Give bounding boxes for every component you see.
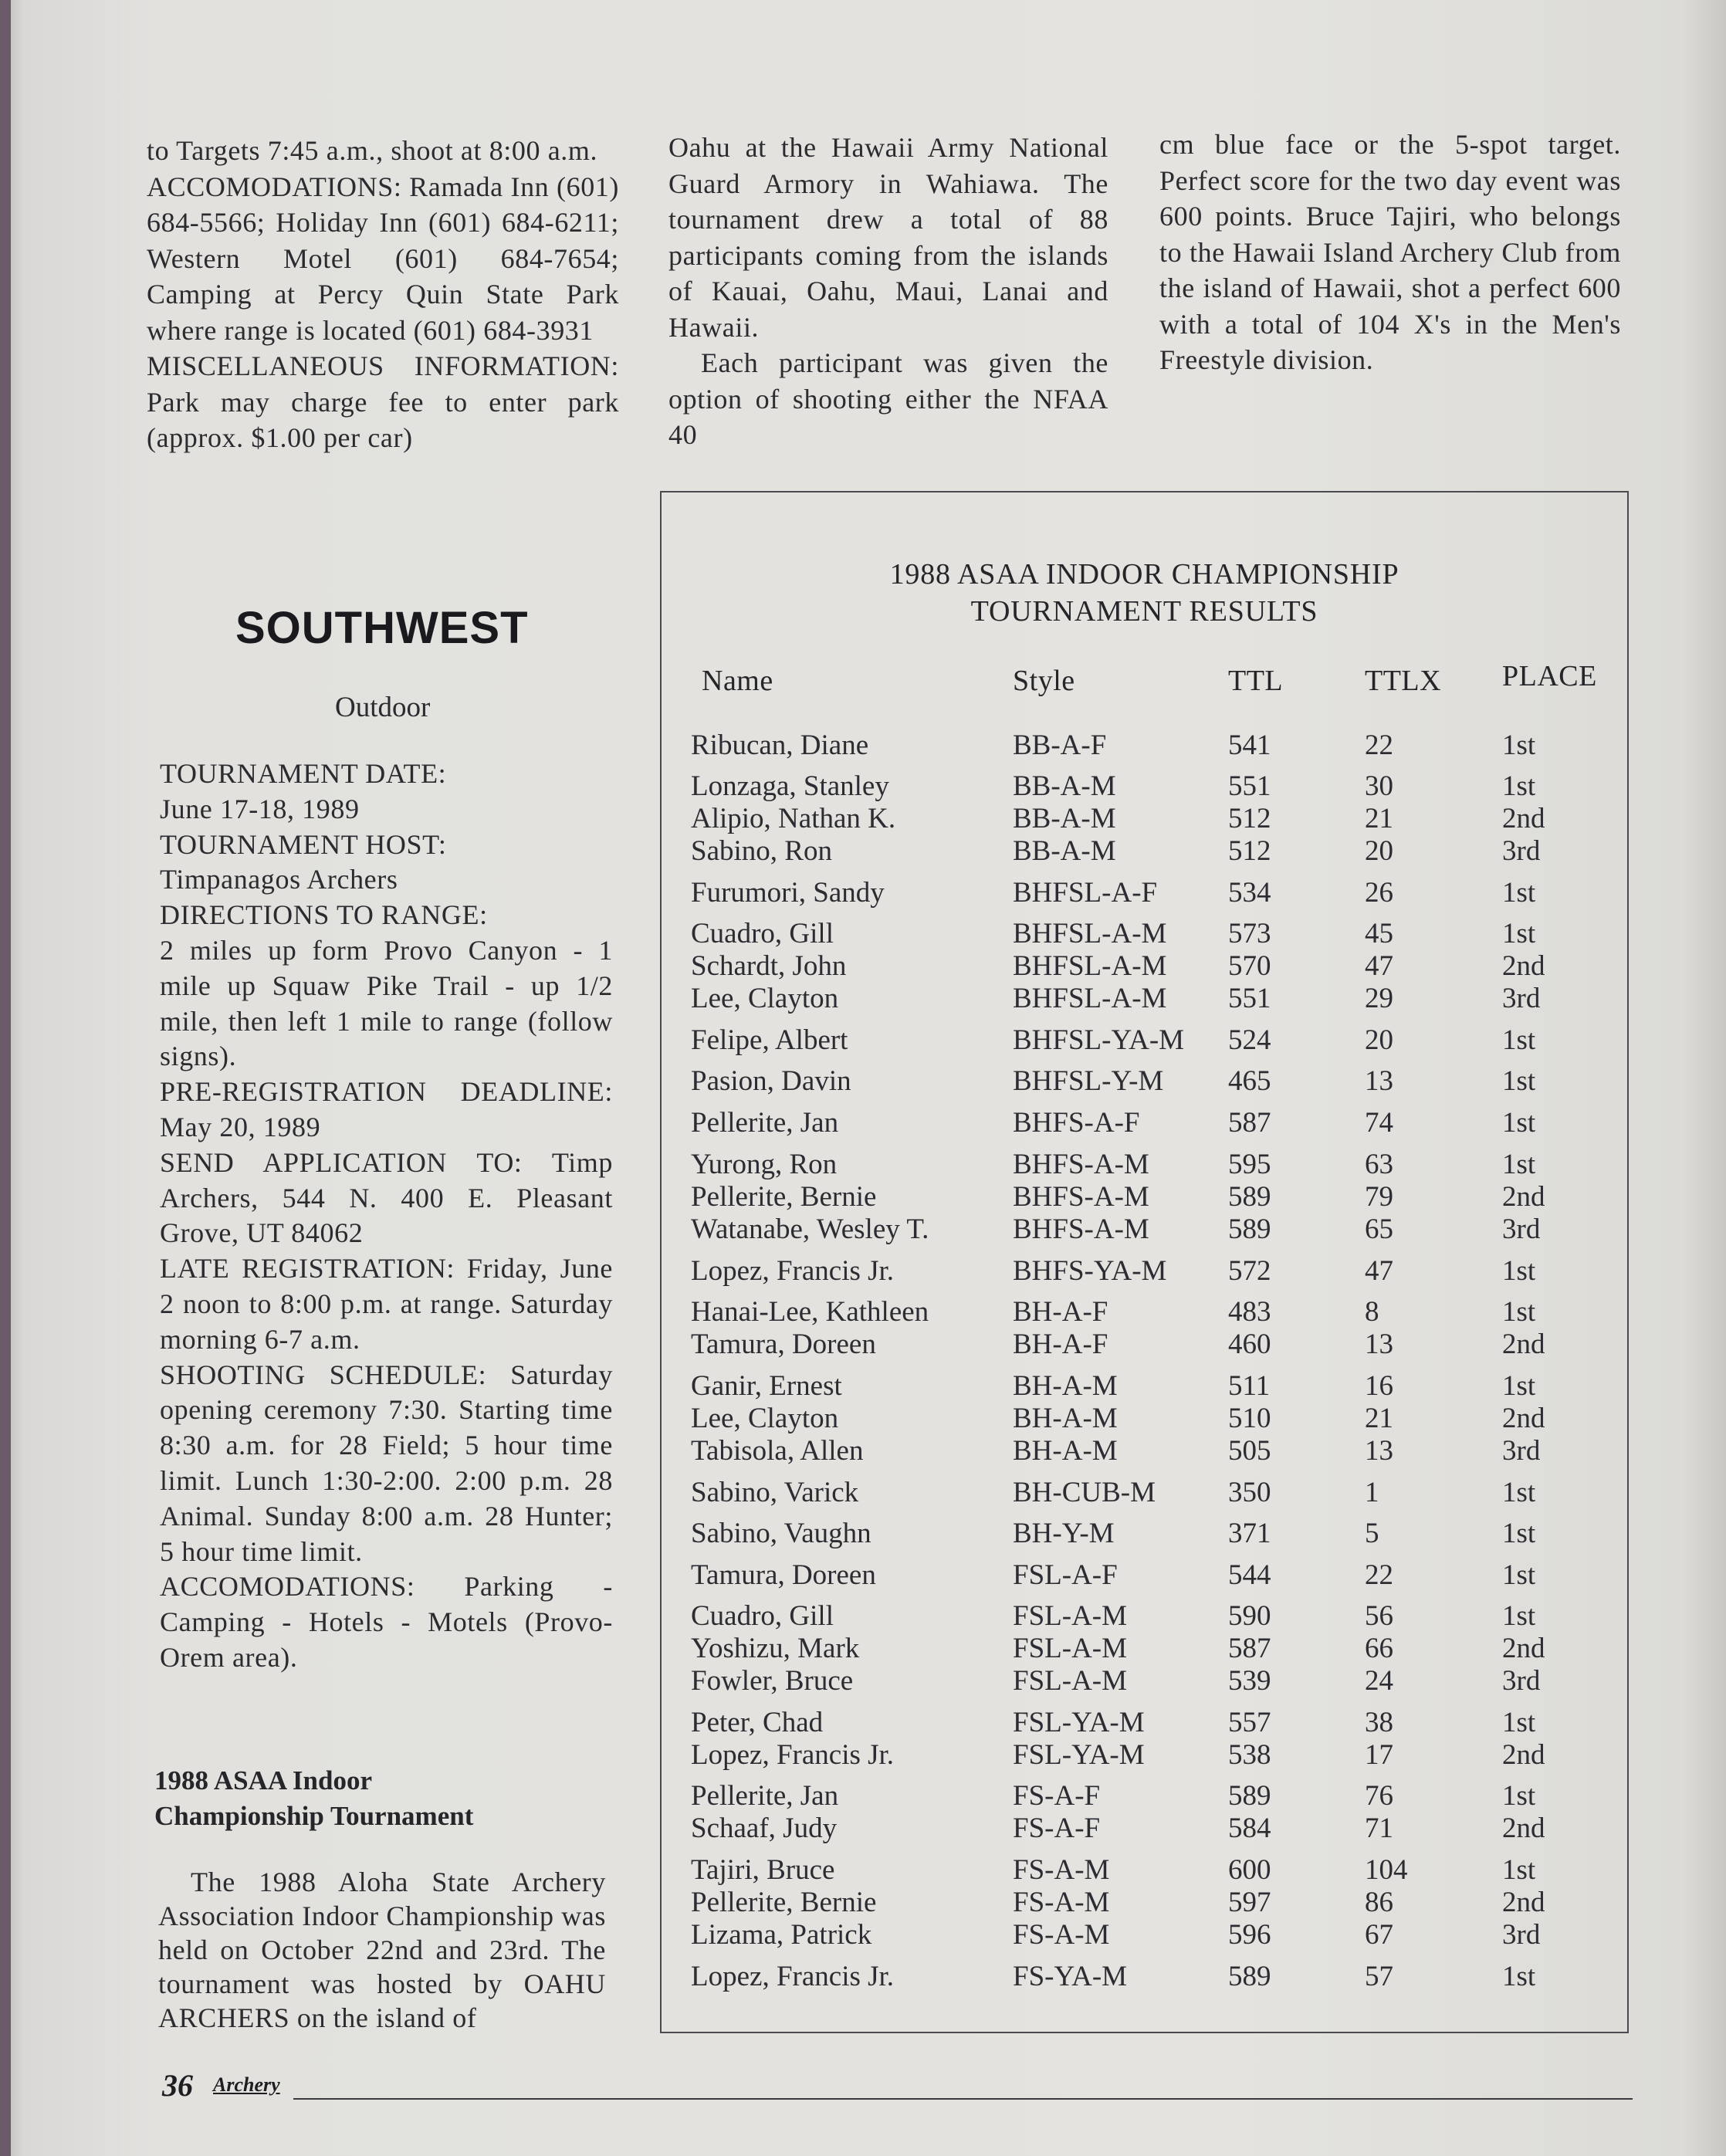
result-name: Sabino, Ron (691, 835, 832, 867)
result-ttlx: 13 (1365, 1065, 1393, 1097)
result-ttlx: 22 (1365, 1559, 1393, 1591)
paragraph: LATE REGISTRATION: Friday, June 2 noon to 8:00 p.m. at range. Saturday morning 6-7 a.m. (160, 1253, 613, 1355)
column-header-name: Name (702, 665, 773, 697)
result-ttlx: 5 (1365, 1518, 1379, 1549)
result-place: 2nd (1502, 1633, 1545, 1664)
result-name: Lopez, Francis Jr. (691, 1961, 895, 1992)
result-name: Yoshizu, Mark (691, 1633, 860, 1664)
result-style: BB-A-M (1013, 803, 1116, 834)
column-header-place: PLACE (1502, 660, 1597, 692)
result-style: BH-Y-M (1013, 1518, 1115, 1549)
result-name: Schardt, John (691, 950, 847, 982)
result-ttl: 589 (1228, 1780, 1271, 1812)
paragraph: ACCOMODATIONS: Parking - Camping - Hotels - Motels (Provo-Orem area). (160, 1571, 613, 1673)
result-ttl: 572 (1228, 1255, 1271, 1287)
result-ttl: 483 (1228, 1296, 1271, 1328)
result-name: Furumori, Sandy (691, 877, 885, 909)
result-ttlx: 63 (1365, 1149, 1393, 1180)
footer-rule (293, 2098, 1633, 2100)
result-style: BHFS-A-M (1013, 1213, 1149, 1245)
results-table-box (660, 491, 1629, 2033)
result-ttlx: 67 (1365, 1919, 1393, 1951)
result-style: BH-A-M (1013, 1403, 1118, 1434)
result-name: Pellerite, Jan (691, 1780, 839, 1812)
result-name: Cuadro, Gill (691, 1600, 834, 1632)
result-place: 1st (1502, 1107, 1536, 1139)
result-ttl: 589 (1228, 1213, 1271, 1245)
article-heading-line: Championship Tournament (154, 1801, 474, 1831)
result-ttlx: 26 (1365, 877, 1393, 909)
result-name: Pellerite, Jan (691, 1107, 839, 1139)
result-name: Tabisola, Allen (691, 1435, 864, 1467)
result-ttlx: 20 (1365, 835, 1393, 867)
result-ttl: 597 (1228, 1887, 1271, 1918)
result-style: FS-A-M (1013, 1854, 1110, 1886)
result-ttl: 584 (1228, 1812, 1271, 1844)
result-name: Lopez, Francis Jr. (691, 1739, 895, 1771)
magazine-name: Archery (213, 2073, 280, 2096)
result-place: 3rd (1502, 983, 1541, 1014)
result-ttl: 544 (1228, 1559, 1271, 1591)
result-name: Lee, Clayton (691, 1403, 839, 1434)
result-name: Pellerite, Bernie (691, 1887, 877, 1918)
paragraph: to Targets 7:45 a.m., shoot at 8:00 a.m. (147, 135, 598, 166)
page-number: 36 (162, 2068, 193, 2103)
paragraph: PRE-REGISTRATION DEADLINE: May 20, 1989 (160, 1076, 613, 1142)
result-place: 2nd (1502, 1739, 1545, 1771)
paragraph: SHOOTING SCHEDULE: Saturday opening ceremony 7:30. Starting time 8:30 a.m. for 28 Field; 5 hour time limit. Lunch 1:30-2:00. 2:00 p.m. 28 Animal. Sunday 8:00 a.m. 28 Hunter; 5 hour time limit. (160, 1359, 613, 1567)
result-place: 1st (1502, 1961, 1536, 1992)
result-name: Sabino, Varick (691, 1477, 859, 1508)
result-style: FS-YA-M (1013, 1961, 1128, 1992)
result-style: BHFS-A-M (1013, 1181, 1149, 1213)
result-name: Tamura, Doreen (691, 1328, 876, 1360)
result-style: FSL-A-M (1013, 1665, 1128, 1697)
result-ttl: 595 (1228, 1149, 1271, 1180)
result-style: FSL-A-M (1013, 1600, 1128, 1632)
result-ttl: 600 (1228, 1854, 1271, 1886)
result-style: FS-A-M (1013, 1887, 1110, 1918)
result-ttlx: 47 (1365, 1255, 1393, 1287)
result-ttlx: 29 (1365, 983, 1393, 1014)
result-place: 3rd (1502, 835, 1541, 867)
result-place: 1st (1502, 1296, 1536, 1328)
result-ttlx: 16 (1365, 1370, 1393, 1402)
result-ttl: 573 (1228, 918, 1271, 949)
results-title-line: TOURNAMENT RESULTS (970, 595, 1318, 628)
result-ttl: 551 (1228, 983, 1271, 1014)
result-style: FS-A-F (1013, 1780, 1101, 1812)
result-place: 1st (1502, 770, 1536, 802)
result-style: FS-A-F (1013, 1812, 1101, 1844)
result-ttl: 541 (1228, 729, 1271, 761)
result-place: 2nd (1502, 803, 1545, 834)
result-style: BH-A-M (1013, 1370, 1118, 1402)
result-style: BHFSL-YA-M (1013, 1024, 1185, 1056)
article-column-1 (158, 1865, 606, 2035)
result-style: FSL-YA-M (1013, 1739, 1145, 1771)
result-place: 3rd (1502, 1435, 1541, 1467)
result-place: 1st (1502, 1477, 1536, 1508)
result-ttlx: 20 (1365, 1024, 1393, 1056)
result-name: Lizama, Patrick (691, 1919, 872, 1951)
result-ttlx: 57 (1365, 1961, 1393, 1992)
paragraph: cm blue face or the 5-spot target. Perfect score for the two day event was 600 points. Bruce Tajiri, who belongs to the Hawaii Island Archery Club from the island of Hawaii, shot a perfect 600 with a total of 104 X's in the Men's Freestyle division. (1159, 129, 1621, 375)
result-ttl: 511 (1228, 1370, 1271, 1402)
result-style: FSL-YA-M (1013, 1707, 1145, 1738)
result-name: Lonzaga, Stanley (691, 770, 889, 802)
result-ttl: 534 (1228, 877, 1271, 909)
result-name: Felipe, Albert (691, 1024, 848, 1056)
result-style: BH-CUB-M (1013, 1477, 1156, 1508)
result-ttlx: 65 (1365, 1213, 1393, 1245)
result-ttl: 596 (1228, 1919, 1271, 1951)
result-ttl: 505 (1228, 1435, 1271, 1467)
result-place: 1st (1502, 1149, 1536, 1180)
paragraph: Timpanagos Archers (160, 864, 398, 895)
page-edge-shadow (0, 0, 11, 2156)
result-ttlx: 21 (1365, 1403, 1393, 1434)
result-ttl: 590 (1228, 1600, 1271, 1632)
result-place: 1st (1502, 1370, 1536, 1402)
result-style: BHFSL-A-M (1013, 950, 1167, 982)
paragraph: 2 miles up form Provo Canyon - 1 mile up Squaw Pike Trail - up 1/2 mile, then left 1 mile to range (follow signs). (160, 934, 613, 1072)
result-ttl: 538 (1228, 1739, 1271, 1771)
result-place: 1st (1502, 918, 1536, 949)
result-place: 3rd (1502, 1919, 1541, 1951)
result-ttl: 460 (1228, 1328, 1271, 1360)
result-ttlx: 79 (1365, 1181, 1393, 1213)
result-ttl: 589 (1228, 1961, 1271, 1992)
paragraph: The 1988 Aloha State Archery Association Indoor Championship was held on October 22nd and 23rd. The tournament was hosted by OAHU ARCHERS on the island of (158, 1867, 606, 2033)
paragraph: Oahu at the Hawaii Army National Guard Armory in Wahiawa. The tournament drew a total of 88 participants coming from the islands of Kauai, Oahu, Maui, Lanai and Hawaii. (668, 132, 1108, 343)
result-ttl: 589 (1228, 1181, 1271, 1213)
result-name: Ribucan, Diane (691, 729, 869, 761)
paragraph: TOURNAMENT DATE: (160, 758, 447, 789)
result-style: BH-A-M (1013, 1435, 1118, 1467)
result-ttlx: 13 (1365, 1435, 1393, 1467)
result-ttl: 551 (1228, 770, 1271, 802)
result-ttl: 512 (1228, 803, 1271, 834)
result-style: BHFSL-A-M (1013, 983, 1167, 1014)
article-heading-line: 1988 ASAA Indoor (154, 1765, 373, 1796)
result-style: BHFS-A-F (1013, 1107, 1140, 1139)
paragraph: SEND APPLICATION TO: Timp Archers, 544 N. 400 E. Pleasant Grove, UT 84062 (160, 1146, 613, 1249)
section-heading-southwest: SOUTHWEST (235, 603, 529, 653)
result-place: 3rd (1502, 1665, 1541, 1697)
result-style: BHFS-A-M (1013, 1149, 1149, 1180)
result-style: FSL-A-F (1013, 1559, 1118, 1591)
result-ttl: 512 (1228, 835, 1271, 867)
column-header-style: Style (1013, 665, 1075, 697)
column-header-ttl: TTL (1228, 665, 1284, 697)
result-place: 2nd (1502, 1403, 1545, 1434)
result-ttlx: 74 (1365, 1107, 1393, 1139)
result-style: FSL-A-M (1013, 1633, 1128, 1664)
result-ttlx: 38 (1365, 1707, 1393, 1738)
result-ttl: 510 (1228, 1403, 1271, 1434)
result-name: Sabino, Vaughn (691, 1518, 871, 1549)
result-style: FS-A-M (1013, 1919, 1110, 1951)
result-style: BB-A-F (1013, 729, 1107, 761)
result-name: Fowler, Bruce (691, 1665, 854, 1697)
result-place: 1st (1502, 1065, 1536, 1097)
result-style: BHFSL-Y-M (1013, 1065, 1164, 1097)
result-place: 1st (1502, 1707, 1536, 1738)
paragraph: Each participant was given the option of shooting either the NFAA 40 (668, 347, 1108, 450)
result-style: BB-A-M (1013, 835, 1116, 867)
result-name: Schaaf, Judy (691, 1812, 838, 1844)
result-ttl: 524 (1228, 1024, 1271, 1056)
result-ttlx: 1 (1365, 1477, 1379, 1508)
result-name: Lopez, Francis Jr. (691, 1255, 895, 1287)
paragraph: TOURNAMENT HOST: (160, 828, 447, 860)
section-subheading: Outdoor (335, 692, 431, 723)
result-place: 2nd (1502, 1812, 1545, 1844)
result-name: Cuadro, Gill (691, 918, 834, 949)
result-place: 1st (1502, 1854, 1536, 1886)
result-style: BB-A-M (1013, 770, 1116, 802)
result-ttlx: 13 (1365, 1328, 1393, 1360)
paragraph: June 17-18, 1989 (160, 793, 360, 824)
result-name: Tajiri, Bruce (691, 1854, 835, 1886)
result-ttlx: 56 (1365, 1600, 1393, 1632)
paragraph: DIRECTIONS TO RANGE: (160, 899, 488, 931)
result-ttlx: 76 (1365, 1780, 1393, 1812)
results-title (662, 556, 1627, 630)
paragraph: ACCOMODATIONS: Ramada Inn (601) 684-5566; Holiday Inn (601) 684-6211; Western Motel (601) 684-7654; Camping at Percy Quin State Park where range is located (601) 684-3931 (147, 171, 619, 346)
result-ttlx: 47 (1365, 950, 1393, 982)
result-place: 2nd (1502, 1181, 1545, 1213)
result-place: 3rd (1502, 1213, 1541, 1245)
result-name: Peter, Chad (691, 1707, 824, 1738)
result-ttlx: 21 (1365, 803, 1393, 834)
result-ttl: 557 (1228, 1707, 1271, 1738)
result-name: Alipio, Nathan K. (691, 803, 896, 834)
result-name: Hanai-Lee, Kathleen (691, 1296, 929, 1328)
result-name: Tamura, Doreen (691, 1559, 876, 1591)
result-ttl: 587 (1228, 1107, 1271, 1139)
result-place: 1st (1502, 1780, 1536, 1812)
result-style: BHFSL-A-F (1013, 877, 1158, 909)
southwest-tournament-details (160, 756, 613, 1676)
column-1-top-text (147, 133, 619, 456)
result-place: 1st (1502, 729, 1536, 761)
article-column-3 (1159, 127, 1621, 378)
result-ttlx: 86 (1365, 1887, 1393, 1918)
result-ttlx: 30 (1365, 770, 1393, 802)
result-ttlx: 104 (1365, 1854, 1408, 1886)
result-place: 2nd (1502, 1328, 1545, 1360)
result-place: 1st (1502, 1559, 1536, 1591)
result-name: Ganir, Ernest (691, 1370, 842, 1402)
result-ttl: 587 (1228, 1633, 1271, 1664)
result-ttl: 570 (1228, 950, 1271, 982)
result-ttlx: 24 (1365, 1665, 1393, 1697)
result-ttlx: 45 (1365, 918, 1393, 949)
result-name: Watanabe, Wesley T. (691, 1213, 929, 1245)
result-name: Lee, Clayton (691, 983, 839, 1014)
result-style: BH-A-F (1013, 1296, 1108, 1328)
result-ttlx: 71 (1365, 1812, 1393, 1844)
result-place: 2nd (1502, 950, 1545, 982)
paragraph: MISCELLANEOUS INFORMATION: Park may charge fee to enter park (approx. $1.00 per car) (147, 350, 619, 453)
column-header-ttlx: TTLX (1365, 665, 1442, 697)
result-name: Pasion, Davin (691, 1065, 851, 1097)
result-place: 2nd (1502, 1887, 1545, 1918)
result-ttlx: 66 (1365, 1633, 1393, 1664)
result-ttlx: 17 (1365, 1739, 1393, 1771)
result-name: Pellerite, Bernie (691, 1181, 877, 1213)
result-ttl: 465 (1228, 1065, 1271, 1097)
article-column-2 (668, 130, 1108, 453)
result-place: 1st (1502, 877, 1536, 909)
result-ttlx: 8 (1365, 1296, 1379, 1328)
result-name: Yurong, Ron (691, 1149, 838, 1180)
result-ttl: 350 (1228, 1477, 1271, 1508)
result-place: 1st (1502, 1024, 1536, 1056)
result-place: 1st (1502, 1255, 1536, 1287)
results-title-line: 1988 ASAA INDOOR CHAMPIONSHIP (889, 558, 1399, 591)
result-place: 1st (1502, 1600, 1536, 1632)
result-style: BHFSL-A-M (1013, 918, 1167, 949)
result-ttlx: 22 (1365, 729, 1393, 761)
result-place: 1st (1502, 1518, 1536, 1549)
result-ttl: 539 (1228, 1665, 1271, 1697)
article-heading (154, 1763, 473, 1834)
result-style: BH-A-F (1013, 1328, 1108, 1360)
result-style: BHFS-YA-M (1013, 1255, 1167, 1287)
result-ttl: 371 (1228, 1518, 1271, 1549)
